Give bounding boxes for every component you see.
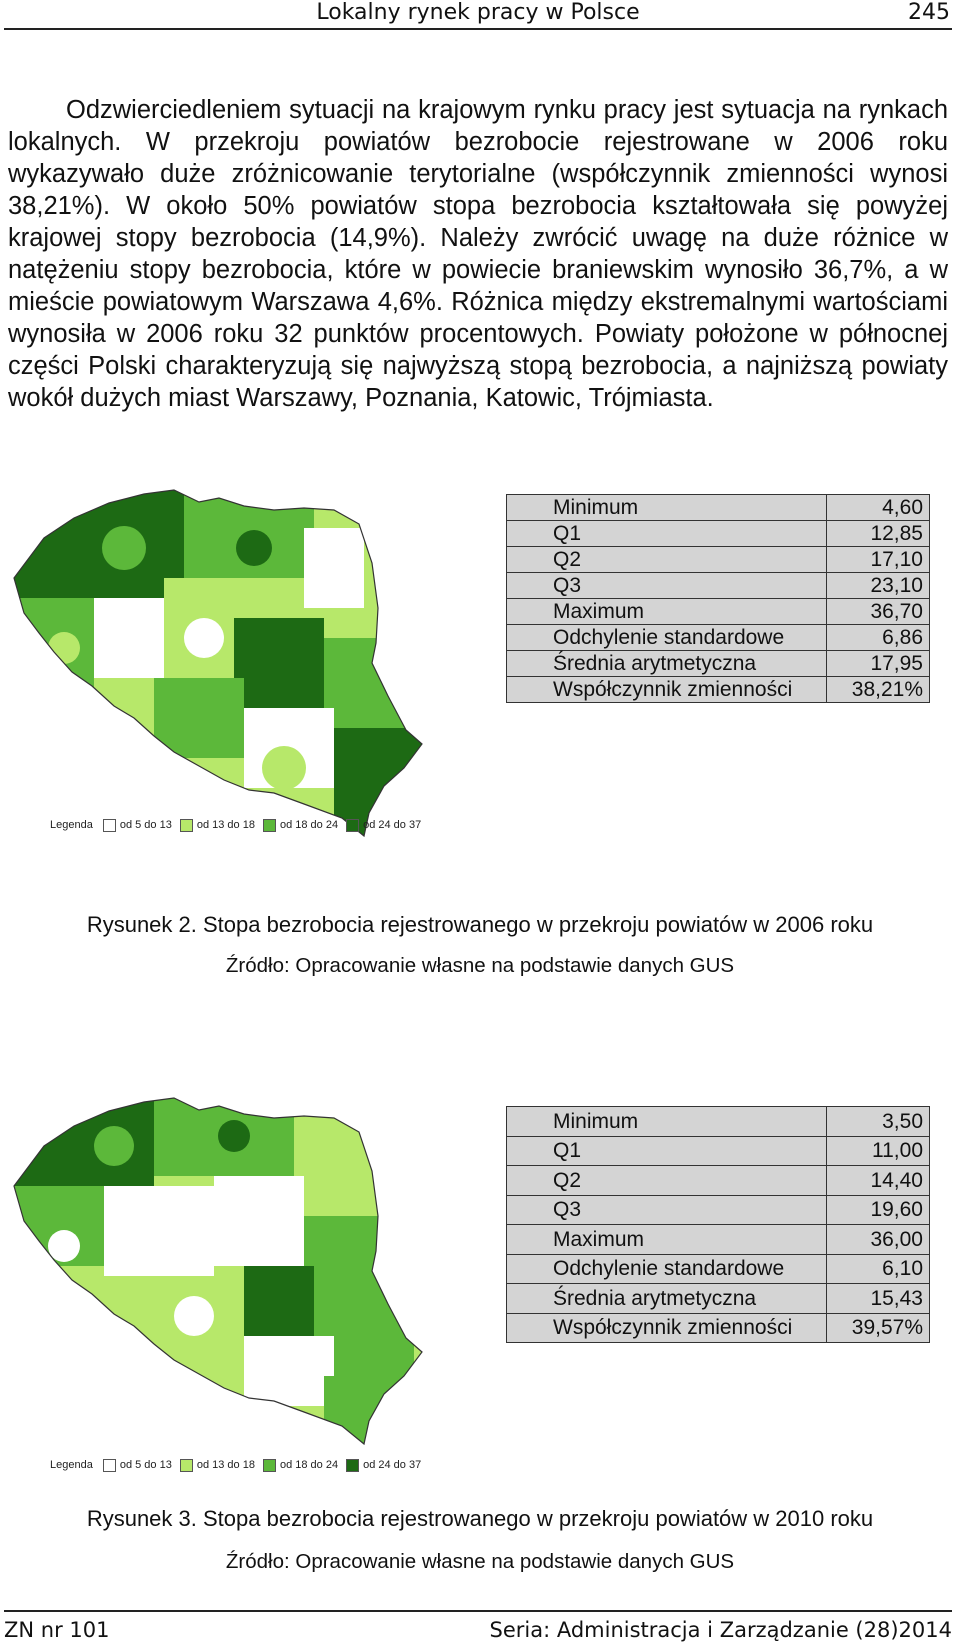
figure-caption-3: Rysunek 3. Stopa bezrobocia rejestrowanego w przekroju powiatów w 2010 roku xyxy=(86,1506,874,1531)
figure-caption-2: Rysunek 2. Stopa bezrobocia rejestrowanego w przekroju powiatów w 2006 roku xyxy=(86,912,874,937)
table-row: Współczynnik zmienności 38,21% xyxy=(507,677,930,703)
legend-swatch-green xyxy=(263,819,276,832)
map-legend-2006: Legenda od 5 do 13 od 13 do 18 od 18 do 24 od 24 do 37 xyxy=(50,819,422,831)
legend-swatch-dark-green xyxy=(346,1459,359,1472)
table-row: Minimum 3,50 xyxy=(507,1107,930,1137)
table-row: Q2 14,40 xyxy=(507,1166,930,1196)
table-row: Średnia arytmetyczna 17,95 xyxy=(507,651,930,677)
body-paragraph: Odzwierciedleniem sytuacji na krajowym rynku pracy jest sytuacja na rynkach lokalnych. W przekroju powiatów bezrobocie rejestrowane w 2006 roku wykazywało duże zróżnicowanie terytorialne (współczynnik zmienności wynosi 38,21%). W około 50% powiatów stopa bezrobocia kształtowała się powyżej krajowej stopy bezrobocia (14,9%). Należy zwrócić uwagę na duże różnice w natężeniu stopy bezrobocia, które w powiecie braniewskim wynosiło 36,7%, a w mieście powiatowym Warszawa 4,6%. Różnica między ekstremalnymi wartościami wynosiła w 2006 roku 32 punktów procentowych. Powiaty położone w północnej części Polski charakteryzują się najwyższą stopą bezrobocia, a najniższą powiaty wokół dużych miast Warszawy, Poznania, Katowic, Trójmiasta. xyxy=(8,96,948,412)
table-row: Maximum 36,00 xyxy=(507,1225,930,1255)
map-2006-svg xyxy=(4,468,440,858)
legend-swatch-light-green xyxy=(180,819,193,832)
table-row: Minimum 4,60 xyxy=(507,495,930,521)
table-row: Q1 12,85 xyxy=(507,521,930,547)
stats-table-2006 xyxy=(506,494,930,703)
legend-swatch-light-green xyxy=(180,1459,193,1472)
table-row: Maximum 36,70 xyxy=(507,599,930,625)
map-poland-2006 xyxy=(4,468,440,858)
footer-issue: ZN nr 101 xyxy=(4,1618,110,1642)
map-poland-2010 xyxy=(4,1076,440,1466)
table-row: Średnia arytmetyczna 15,43 xyxy=(507,1284,930,1314)
legend-swatch-green xyxy=(263,1459,276,1472)
figure-source-3: Źródło: Opracowanie własne na podstawie danych GUS xyxy=(225,1550,735,1573)
figure-source-2: Źródło: Opracowanie własne na podstawie danych GUS xyxy=(225,954,735,977)
legend-swatch-dark-green xyxy=(346,819,359,832)
table-row: Odchylenie standardowe 6,86 xyxy=(507,625,930,651)
running-header xyxy=(4,0,952,30)
map-2010-svg xyxy=(4,1076,440,1466)
table-row: Q3 23,10 xyxy=(507,573,930,599)
footer-series: Seria: Administracja i Zarządzanie (28)2014 xyxy=(489,1618,952,1642)
running-footer xyxy=(4,1610,952,1644)
page-number: 245 xyxy=(908,0,950,25)
running-title: Lokalny rynek pracy w Polsce xyxy=(316,0,640,25)
legend-swatch-white xyxy=(103,1459,116,1472)
map-legend-2010: Legenda od 5 do 13 od 13 do 18 od 18 do 24 od 24 do 37 xyxy=(50,1459,422,1471)
stats-table-2010 xyxy=(506,1106,930,1343)
table-row: Q1 11,00 xyxy=(507,1136,930,1166)
table-row: Q3 19,60 xyxy=(507,1195,930,1225)
legend-swatch-white xyxy=(103,819,116,832)
table-row: Współczynnik zmienności 39,57% xyxy=(507,1313,930,1343)
table-row: Q2 17,10 xyxy=(507,547,930,573)
table-row: Odchylenie standardowe 6,10 xyxy=(507,1254,930,1284)
